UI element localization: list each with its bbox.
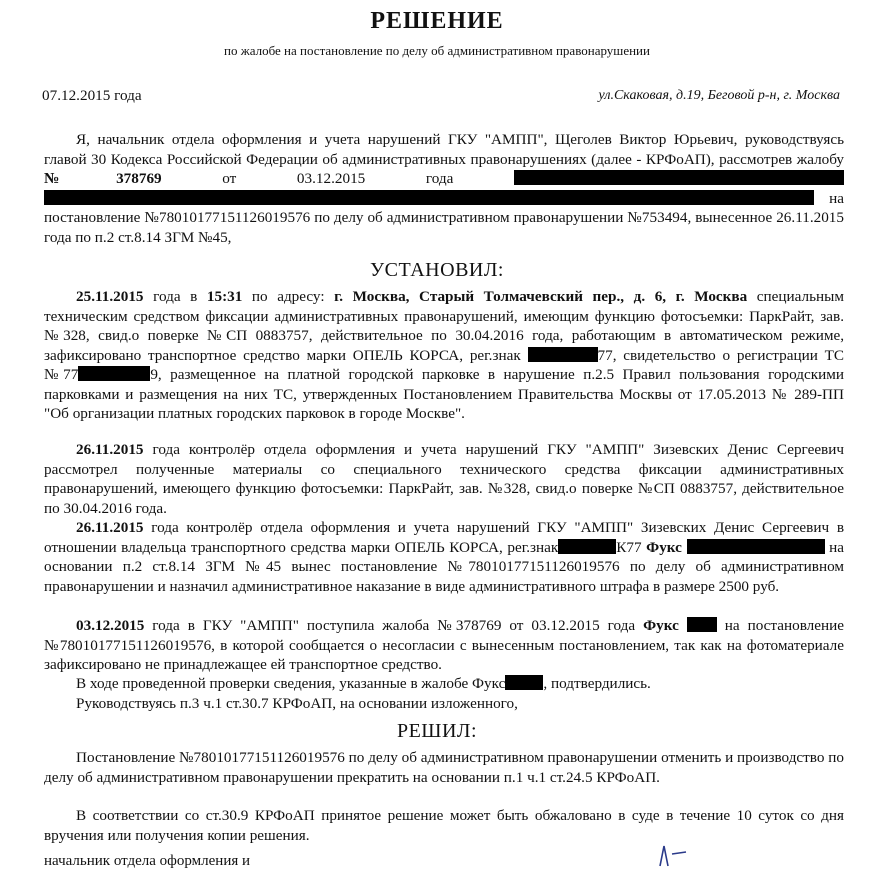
ruling-date: 26.11.2015 xyxy=(76,519,144,536)
event-date: 25.11.2015 xyxy=(76,288,144,305)
redaction-bar xyxy=(558,539,616,554)
document-subtitle: по жалобе на постановление по делу об административном правонарушении xyxy=(224,43,650,58)
text: на основании п.2 ст.8.14 ЗГМ №45 вынес постановление №78010177151126019576 по делу об административном правонарушении и назначил административное наказание в виде административного штрафа в размере 2500 руб. xyxy=(44,538,844,595)
text: специальным техническим средством фиксации административных правонарушений, имеющим функцию фотосъемки: ПаркРайт, зав. №328, свид.о поверке №СП 0883757, действительное по 30.04.2016 года, работающим в автоматическом режиме, зафиксировано транспортное средство марки ОПЕЛЬ КОРСА, рег.знак xyxy=(44,288,844,364)
text: В ходе проведенной проверки сведения, указанные в жалобе Фукс xyxy=(76,675,506,692)
text: года контролёр отдела оформления и учета нарушений ГКУ "АМПП" Зизевских Денис Сергеевич в отношении владельца транспортного средства марки ОПЕЛЬ КОРСА, рег.знак xyxy=(44,519,844,556)
reshil-paragraph-2: В соответствии со ст.30.9 КРФоАП принятое решение может быть обжаловано в суде в течение 10 суток со дня вручения или получения копии решения. xyxy=(44,807,844,844)
ustanovil-paragraph-4 xyxy=(44,616,844,675)
text: по адресу: xyxy=(242,288,335,305)
redaction-bar xyxy=(78,366,150,381)
text: , подтвердились. xyxy=(543,675,651,692)
text: года в ГКУ "АМПП" поступила жалоба №378769 от 03.12.2015 года xyxy=(144,617,644,634)
redaction-bar xyxy=(528,347,598,362)
intro-text-3: на постановление №78010177151126019576 по делу об административном правонарушении №753494, вынесенное 26.11.2015 года по п.2 ст.8.14 ЗГМ №45, xyxy=(44,189,844,246)
redaction-bar xyxy=(44,190,814,205)
complainant-name: Фукс xyxy=(643,617,679,634)
review-date: 26.11.2015 xyxy=(76,441,144,458)
redaction-bar xyxy=(687,539,825,554)
reshil-paragraph-1: Постановление №78010177151126019576 по делу об административном правонарушении отменить и производство по делу об административном правонарушении прекратить на основании п.1 ч.1 ст.24.5 КРФоАП. xyxy=(44,749,844,786)
document-place: ул.Скаковая, д.19, Беговой р-н, г. Москва xyxy=(598,88,840,103)
event-time: 15:31 xyxy=(206,288,243,305)
intro-text-1: Я, начальник отдела оформления и учета нарушений ГКУ "АМПП", Щеголев Виктор Юрьевич, руководствуясь главой 30 Кодекса Российской Федерации об административных правонарушениях (далее - КРФоАП), рассмотрев жалобу xyxy=(44,131,844,168)
text: 77, свидетельство о регистрации ТС №77 xyxy=(44,346,845,383)
text: года в xyxy=(143,288,207,305)
text: года контролёр отдела оформления и учета нарушений ГКУ "АМПП" Зизевских Денис Сергеевич рассмотрел полученные материалы со специального технического средства фиксации административных правонарушений, имеющего функцию фотосъемки: ПаркРайт, зав. №328, свид.о поверке №СП 0883757, действительное по 30.04.2016 года. xyxy=(44,441,844,517)
ustanovil-paragraph-5 xyxy=(44,674,844,694)
intro-paragraph xyxy=(44,130,844,247)
event-address: г. Москва, Старый Толмачевский пер., д. 6, г. Москва xyxy=(334,288,748,305)
ustanovil-paragraph-3 xyxy=(44,518,844,596)
document-date: 07.12.2015 года xyxy=(42,87,142,104)
complaint-number: №378769 xyxy=(44,170,162,187)
heading-reshil: РЕШИЛ: xyxy=(396,720,478,742)
text: на постановление №78010177151126019576, в которой сообщается о несогласии с вынесенным постановлением, так как на фотоматериале зафиксировано не принадлежащее ей транспортное средство. xyxy=(44,617,844,673)
complaint-date: 03.12.2015 xyxy=(76,617,145,634)
signature-label: начальник отдела оформления и xyxy=(44,853,251,869)
ustanovil-paragraph-2 xyxy=(44,440,844,518)
intro-text-2: от 03.12.2015 года xyxy=(161,170,514,187)
ustanovil-paragraph-1 xyxy=(44,287,844,424)
ustanovil-paragraph-6: Руководствуясь п.3 ч.1 ст.30.7 КРФоАП, на основании изложенного, xyxy=(76,695,518,712)
document-title: РЕШЕНИЕ xyxy=(370,8,504,34)
owner-name: Фукс xyxy=(646,538,682,556)
redaction-bar xyxy=(514,170,844,185)
text: К77 xyxy=(616,538,647,556)
heading-ustanovil: УСТАНОВИЛ: xyxy=(370,259,504,281)
redaction-bar xyxy=(505,675,543,690)
redaction-bar xyxy=(687,617,717,632)
signature-mark xyxy=(650,840,690,868)
text: 9, размещенное на платной городской парковке в нарушение п.2.5 Правил пользования городскими парковками и размещения на них ТС, утвержденных Постановлением Правительства Москвы от 17.05.2013 № 289-ПП "Об организации платных городских парковок в городе Москве". xyxy=(44,366,844,422)
